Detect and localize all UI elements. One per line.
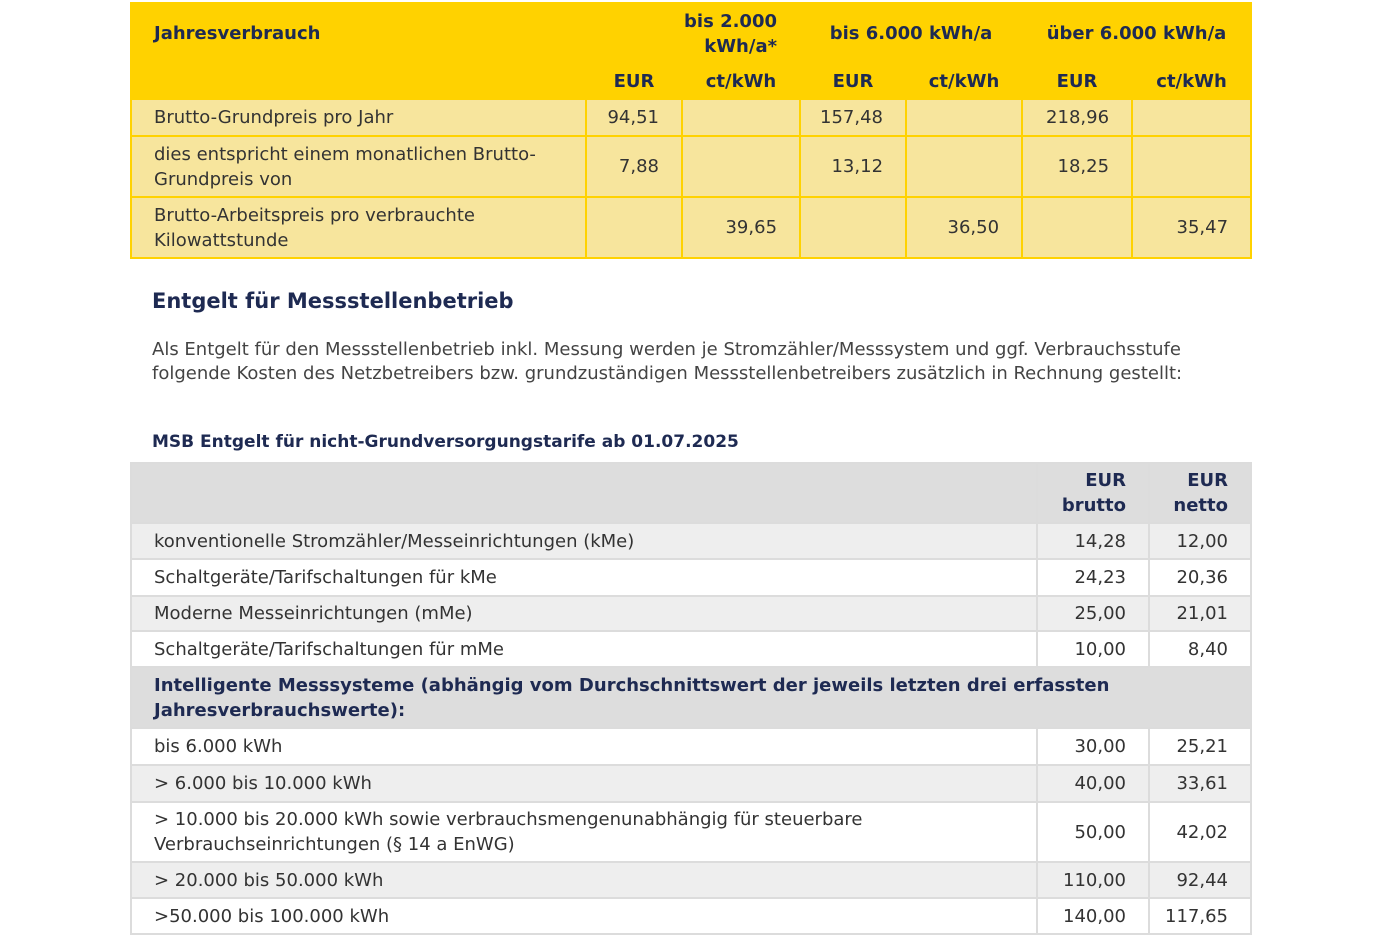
brutto-cell: 30,00	[1037, 728, 1149, 765]
row-label: Brutto-Grundpreis pro Jahr	[131, 99, 586, 136]
unit-header-eur: EUR	[800, 64, 906, 99]
unit-header-ct: ct/kWh	[682, 64, 800, 99]
row-label: dies entspricht einem monatlichen Brutto-Grundpreis von	[131, 136, 586, 197]
value-cell: 13,12	[800, 136, 906, 197]
row-label: bis 6.000 kWh	[131, 728, 1037, 765]
value-cell: 35,47	[1132, 197, 1251, 258]
tariff-row	[131, 136, 1251, 197]
value-cell: 36,50	[906, 197, 1022, 258]
netto-cell: 25,21	[1149, 728, 1251, 765]
netto-cell: 12,00	[1149, 523, 1251, 559]
unit-header-ct: ct/kWh	[1132, 64, 1251, 99]
tier-header-up-to-6000: bis 6.000 kWh/a	[800, 3, 1022, 64]
msb-intro-text: Als Entgelt für den Messstellenbetrieb inkl. Messung werden je Stromzähler/Messsystem und ggf. Verbrauchsstufe folgende Kosten des Netzbetreibers bzw. grundzuständigen Messstellenbetreibers zusätzlich in Rechnung gestellt:	[152, 339, 1183, 384]
table-row	[131, 559, 1251, 596]
value-cell	[1132, 99, 1251, 136]
unit-header-ct: ct/kWh	[906, 64, 1022, 99]
netto-cell: 33,61	[1149, 765, 1251, 802]
row-label: Brutto-Arbeitspreis pro verbrauchte Kilowattstunde	[131, 197, 586, 258]
tier-header-over-6000: über 6.000 kWh/a	[1022, 3, 1251, 64]
brutto-cell: 25,00	[1037, 596, 1149, 631]
brutto-cell: 110,00	[1037, 862, 1149, 898]
brutto-cell: 140,00	[1037, 898, 1149, 934]
brutto-cell: 14,28	[1037, 523, 1149, 559]
table-row	[131, 596, 1251, 631]
table-row	[131, 765, 1251, 802]
col-header-eur-netto: EUR netto	[1149, 463, 1251, 523]
msb-fee-table	[130, 462, 1252, 935]
msb-heading: Entgelt für Messstellenbetrieb	[152, 289, 514, 313]
tier-header-up-to-2000: bis 2.000 kWh/a*	[586, 3, 800, 64]
value-cell	[1022, 197, 1132, 258]
tariff-row	[131, 99, 1251, 136]
msb-subheading: MSB Entgelt für nicht-Grundversorgungstarife ab 01.07.2025	[152, 432, 739, 452]
msb-header-empty	[131, 463, 1037, 523]
value-cell	[586, 197, 682, 258]
brutto-cell: 24,23	[1037, 559, 1149, 596]
row-label: > 6.000 bis 10.000 kWh	[131, 765, 1037, 802]
value-cell	[906, 99, 1022, 136]
netto-cell: 20,36	[1149, 559, 1251, 596]
msb-header-row	[131, 463, 1251, 523]
table-row	[131, 631, 1251, 667]
value-cell: 18,25	[1022, 136, 1132, 197]
value-cell	[1132, 136, 1251, 197]
value-cell: 94,51	[586, 99, 682, 136]
netto-cell: 21,01	[1149, 596, 1251, 631]
tariff-header-row	[131, 3, 1251, 64]
value-cell	[682, 99, 800, 136]
netto-cell: 8,40	[1149, 631, 1251, 667]
netto-cell: 92,44	[1149, 862, 1251, 898]
section-row-intelligent-metering	[131, 667, 1251, 728]
value-cell: 157,48	[800, 99, 906, 136]
table-row	[131, 728, 1251, 765]
brutto-cell: 50,00	[1037, 802, 1149, 862]
tariff-table	[130, 2, 1252, 259]
table-row	[131, 862, 1251, 898]
row-label: Schaltgeräte/Tarifschaltungen für mMe	[131, 631, 1037, 667]
netto-cell: 117,65	[1149, 898, 1251, 934]
row-label: Moderne Messeinrichtungen (mMe)	[131, 596, 1037, 631]
tariff-row	[131, 197, 1251, 258]
unit-header-eur: EUR	[1022, 64, 1132, 99]
row-label: > 10.000 bis 20.000 kWh sowie verbrauchsmengenunabhängig für steuerbare Verbrauchseinrichtungen (§ 14 a EnWG)	[131, 802, 1037, 862]
value-cell	[800, 197, 906, 258]
value-cell: 39,65	[682, 197, 800, 258]
value-cell	[682, 136, 800, 197]
row-label: > 20.000 bis 50.000 kWh	[131, 862, 1037, 898]
tariff-unit-row	[131, 64, 1251, 99]
table-row	[131, 802, 1251, 862]
col-header-eur-brutto: EUR brutto	[1037, 463, 1149, 523]
table-row	[131, 523, 1251, 559]
value-cell: 7,88	[586, 136, 682, 197]
table-row	[131, 898, 1251, 934]
value-cell	[906, 136, 1022, 197]
row-label: Schaltgeräte/Tarifschaltungen für kMe	[131, 559, 1037, 596]
unit-header-empty	[131, 64, 586, 99]
netto-cell: 42,02	[1149, 802, 1251, 862]
row-label: >50.000 bis 100.000 kWh	[131, 898, 1037, 934]
row-label: konventionelle Stromzähler/Messeinrichtungen (kMe)	[131, 523, 1037, 559]
value-cell: 218,96	[1022, 99, 1132, 136]
consumption-header: Jahresverbrauch	[131, 3, 586, 64]
brutto-cell: 40,00	[1037, 765, 1149, 802]
section-label: Intelligente Messsysteme (abhängig vom Durchschnittswert der jeweils letzten drei erfassten Jahresverbrauchswerte):	[131, 667, 1251, 728]
brutto-cell: 10,00	[1037, 631, 1149, 667]
unit-header-eur: EUR	[586, 64, 682, 99]
